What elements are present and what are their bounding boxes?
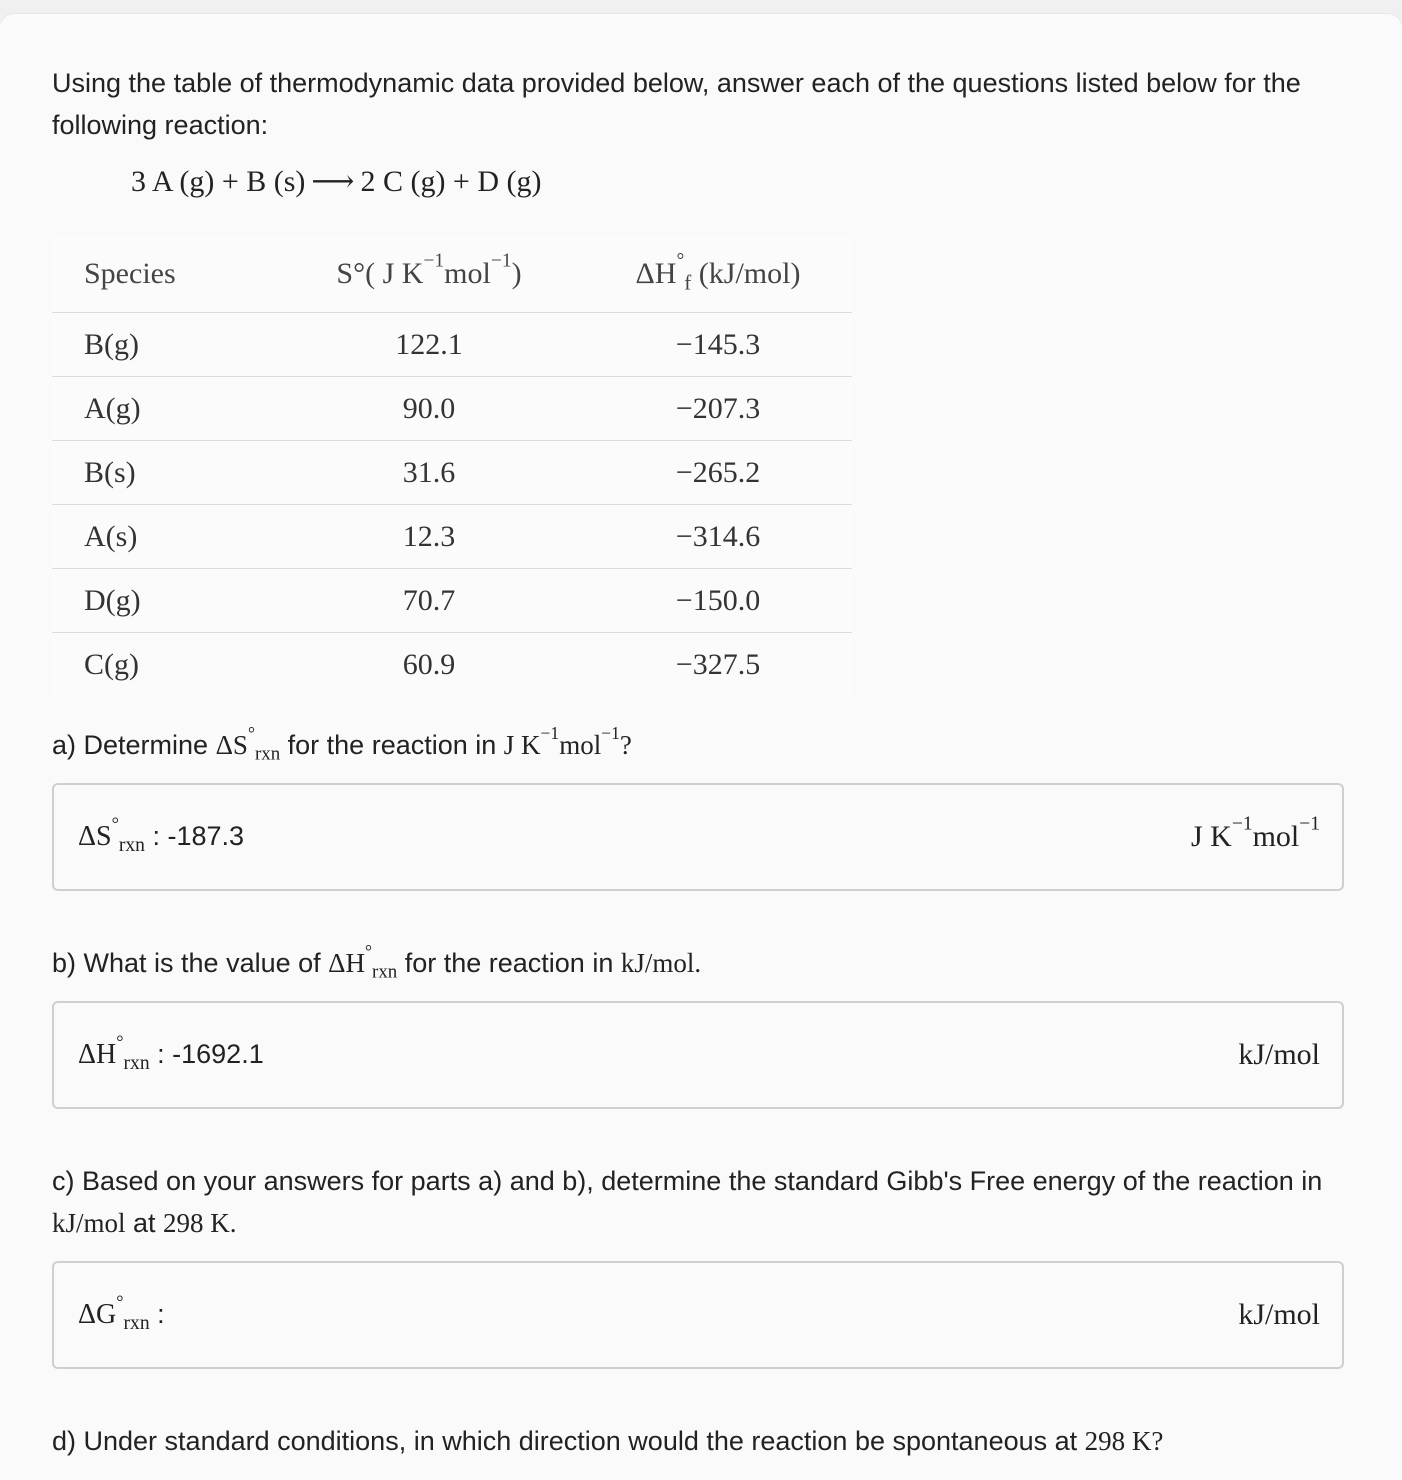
answer-c-label	[78, 1291, 165, 1334]
cell-enthalpy: −145.3	[584, 313, 852, 377]
question-b-mid: for the reaction in	[397, 948, 621, 978]
table-row	[52, 441, 852, 505]
question-a-unit	[503, 723, 632, 760]
cell-species: A(g)	[52, 377, 274, 441]
answer-c-sym: ΔG	[78, 1299, 117, 1330]
header-entropy-sup-2: −1	[490, 250, 512, 272]
answer-a-unit-mol: mol	[1252, 820, 1300, 853]
cell-enthalpy: −150.0	[584, 569, 852, 633]
cell-entropy: 90.0	[274, 377, 584, 441]
cell-enthalpy: −327.5	[675, 647, 761, 681]
header-enthalpy	[584, 236, 852, 313]
question-a-mid: for the reaction in	[280, 730, 504, 760]
header-entropy-sup-1: −1	[423, 250, 445, 272]
question-c-unit: kJ/mol	[52, 1208, 126, 1238]
question-a-unit-sup-2: −1	[601, 723, 620, 744]
question-b-prefix: b) What is the value of	[52, 948, 329, 978]
answer-a-sup: °	[111, 813, 119, 834]
header-entropy-symbol: S°	[336, 257, 366, 290]
question-a-sym: ΔS	[215, 730, 248, 760]
answer-c-value: :	[149, 1299, 165, 1329]
question-a-unit-sup-1: −1	[540, 723, 560, 744]
reaction-products: 2 C (g) + D (g)	[360, 165, 542, 198]
answer-c-sup: °	[116, 1291, 124, 1312]
cell-species: A(s)	[52, 505, 274, 569]
question-a-unit-mol: mol	[559, 730, 602, 760]
answer-b-sym: ΔH	[78, 1039, 117, 1070]
answer-b-label	[78, 1031, 264, 1074]
cell-species: B(g)	[52, 313, 274, 377]
cell-enthalpy: −314.6	[584, 505, 852, 569]
question-b-sup: °	[365, 941, 373, 962]
question-c-text-1: c) Based on your answers for parts a) and b), determine the standard Gibb's Free energy of the reaction in	[52, 1166, 1323, 1196]
question-a-sup: °	[247, 723, 255, 744]
header-species: Species	[52, 236, 274, 313]
header-entropy	[274, 236, 584, 313]
intro-text: Using the table of thermodynamic data provided below, answer each of the questions listed below for the following reaction:	[52, 68, 1301, 140]
question-c-text-2: at	[125, 1208, 164, 1238]
cell-entropy: 70.7	[274, 569, 584, 633]
header-enthalpy-sup: °	[676, 250, 685, 272]
table-row	[52, 377, 852, 441]
answer-a-label	[78, 813, 245, 856]
question-a-unit-k: J K	[503, 730, 541, 760]
answer-a-sym: ΔS	[78, 821, 112, 852]
question-a-symbol	[215, 723, 281, 765]
question-d-temp: 298 K?	[1084, 1426, 1164, 1456]
answer-a-unit-sup-1: −1	[1231, 813, 1253, 835]
question-card	[0, 14, 1402, 1480]
question-a-sub: rxn	[254, 743, 281, 765]
question-a-suffix: ?	[619, 730, 632, 760]
question-a-prefix: a) Determine	[52, 730, 216, 760]
answer-c-input[interactable]	[52, 1261, 1344, 1369]
cell-species: D(g)	[52, 569, 274, 633]
answer-a-unit-k: J K	[1190, 820, 1232, 853]
table-row	[52, 505, 852, 569]
question-b-unit: kJ/mol.	[620, 948, 702, 978]
header-entropy-close: )	[511, 257, 522, 290]
answer-b-input[interactable]	[52, 1001, 1344, 1109]
question-b-symbol	[328, 941, 398, 983]
cell-species: C(g)	[84, 647, 139, 681]
question-d-prefix: d) Under standard conditions, in which direction would the reaction be spontaneous at	[52, 1426, 1085, 1456]
answer-c-unit: kJ/mol	[1238, 1298, 1320, 1331]
answer-a-input[interactable]	[52, 783, 1344, 891]
header-entropy-unit-mol: mol	[444, 257, 491, 290]
reaction-equation	[131, 164, 542, 199]
cell-entropy: 12.3	[274, 505, 584, 569]
table-header-row	[52, 236, 852, 313]
answer-b-value: : -1692.1	[149, 1039, 264, 1069]
question-b-text	[52, 942, 1352, 984]
answer-b-unit: kJ/mol	[1238, 1038, 1320, 1071]
question-c-temp: 298 K.	[163, 1208, 237, 1238]
thermo-data-table	[52, 236, 852, 696]
answer-a-value: : -187.3	[144, 821, 245, 851]
question-b-sub: rxn	[372, 961, 398, 983]
cell-entropy: 122.1	[274, 313, 584, 377]
answer-b-sup: °	[116, 1031, 124, 1052]
question-d-text	[52, 1420, 1352, 1462]
cell-enthalpy: −265.2	[584, 441, 852, 505]
reaction-reactants: 3 A (g) + B (s)	[131, 165, 306, 198]
header-enthalpy-unit: (kJ/mol)	[691, 257, 801, 290]
header-enthalpy-symbol: ΔH	[635, 257, 677, 290]
question-a-text	[52, 724, 1352, 766]
cell-enthalpy: −207.3	[584, 377, 852, 441]
header-enthalpy-sub: f	[684, 270, 692, 295]
question-c-text	[52, 1160, 1352, 1244]
header-entropy-unit-k: ( J K	[365, 257, 424, 290]
answer-a-sub: rxn	[118, 834, 145, 856]
answer-c-sub: rxn	[123, 1312, 150, 1334]
table-row	[52, 313, 852, 377]
reaction-arrow-icon: ⟶	[311, 165, 355, 198]
table-row	[52, 633, 852, 697]
table-row	[52, 569, 852, 633]
cell-species: B(s)	[52, 441, 274, 505]
question-b-sym: ΔH	[328, 948, 366, 978]
cell-entropy: 60.9	[402, 647, 456, 681]
cell-entropy: 31.6	[274, 441, 584, 505]
answer-a-unit	[1190, 813, 1320, 854]
answer-a-unit-sup-2: −1	[1299, 813, 1320, 835]
answer-b-sub: rxn	[123, 1052, 150, 1074]
